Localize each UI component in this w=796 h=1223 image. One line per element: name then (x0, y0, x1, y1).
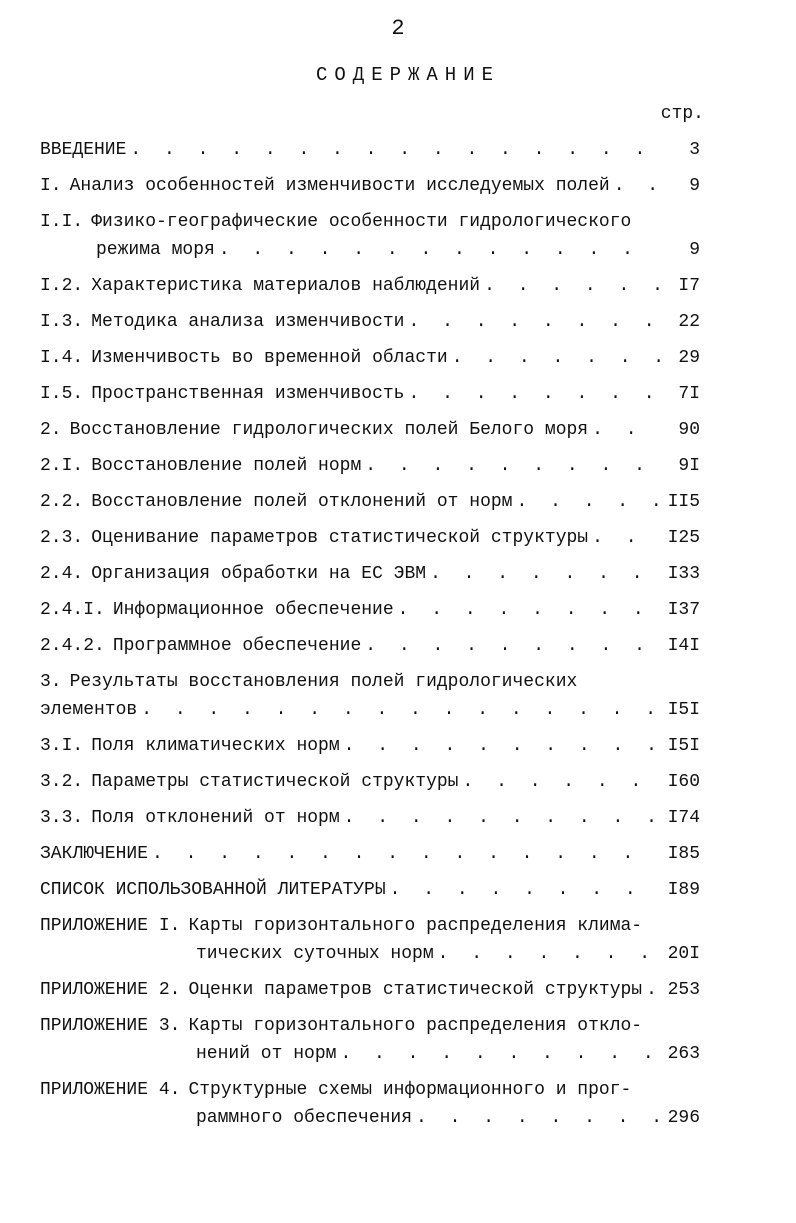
dot-leader (365, 632, 660, 660)
toc-entry (40, 804, 700, 832)
dot-leader (416, 1104, 660, 1132)
toc-entry-title: СПИСОК ИСПОЛЬЗОВАННОЙ ЛИТЕРАТУРЫ (40, 880, 386, 900)
toc-entry-title: Поля климатических норм (91, 736, 340, 756)
toc-entry-title: ЗАКЛЮЧЕНИЕ (40, 844, 149, 864)
toc-entry-number: I.5. (40, 384, 84, 404)
toc-entry-page: 90 (678, 420, 700, 440)
toc-entry-page: 3 (689, 140, 700, 160)
toc-entry-number: ПРИЛОЖЕНИЕ I. (40, 916, 181, 936)
toc-entry-title: тических суточных норм (196, 944, 434, 964)
toc-entry-title: режима моря (96, 240, 215, 260)
toc-entry-page: 253 (667, 980, 700, 1000)
toc-entry-title: Оценки параметров статистической структуры (188, 980, 643, 1000)
toc-entry-title: Восстановление полей отклонений от норм (91, 492, 513, 512)
toc-entry-number: 2.4. (40, 564, 84, 584)
toc-entry-title: ВВЕДЕНИЕ (40, 140, 127, 160)
toc-entry-page: I7 (678, 276, 700, 296)
toc-entry-title: Восстановление гидрологических полей Белого моря (69, 420, 589, 440)
toc-entry-page: I37 (667, 600, 700, 620)
toc-entry-page: 20I (667, 944, 700, 964)
dot-leader (462, 768, 660, 796)
dot-leader (344, 804, 660, 832)
dot-leader (646, 976, 660, 1004)
dot-leader (219, 236, 660, 264)
toc-entry-title-line: Структурные схемы информационного и прог- (188, 1080, 632, 1100)
toc-entry-title: Параметры статистической структуры (91, 772, 459, 792)
toc-entry-page: 9I (678, 456, 700, 476)
toc-entry (40, 840, 700, 868)
toc-entry (40, 416, 700, 444)
toc-entry-number: I. (40, 176, 62, 196)
toc-entry (40, 344, 700, 372)
dot-leader (614, 172, 660, 200)
toc-entry-page: 29 (678, 348, 700, 368)
toc-entry (40, 876, 700, 904)
dot-leader (398, 596, 660, 624)
toc-entry (40, 452, 700, 480)
dot-leader (592, 416, 660, 444)
toc-entry (40, 912, 700, 968)
toc-entry-title: Восстановление полей норм (91, 456, 362, 476)
toc-entry (40, 308, 700, 336)
toc-entry-page: I5I (667, 736, 700, 756)
toc-entry-number: I.4. (40, 348, 84, 368)
toc-entry-page: I74 (667, 808, 700, 828)
toc-entry-number: I.2. (40, 276, 84, 296)
dot-leader (484, 272, 660, 300)
dot-leader (365, 452, 660, 480)
dot-leader (340, 1040, 660, 1068)
dot-leader (517, 488, 661, 516)
toc-entry-title-line: Карты горизонтального распределения клима- (188, 916, 643, 936)
toc-entry-title: Изменчивость во временной области (91, 348, 448, 368)
toc-entry-title: элементов (40, 700, 138, 720)
toc-entry (40, 668, 700, 724)
toc-entry (40, 632, 700, 660)
dot-leader (390, 876, 660, 904)
toc-entry-number: 3.3. (40, 808, 84, 828)
page-number: 2 (391, 16, 405, 41)
toc-entry-title-line: Карты горизонтального распределения откло- (188, 1016, 643, 1036)
toc-entry (40, 208, 700, 264)
toc-entry (40, 524, 700, 552)
dot-leader (344, 732, 660, 760)
dot-leader (408, 308, 660, 336)
toc-entry-title: Информационное обеспечение (112, 600, 394, 620)
page-column-label: стр. (660, 104, 704, 124)
toc-entry-page: I25 (667, 528, 700, 548)
toc-entry-number: 2.I. (40, 456, 84, 476)
toc-entry-number: I.3. (40, 312, 84, 332)
toc-entry-number: 2. (40, 420, 62, 440)
dot-leader (141, 696, 660, 724)
toc-entry (40, 1012, 700, 1068)
toc-entry (40, 272, 700, 300)
toc-entry-page: I60 (667, 772, 700, 792)
toc-entry-number: ПРИЛОЖЕНИЕ 2. (40, 980, 181, 1000)
toc-entry-page: I4I (667, 636, 700, 656)
toc-entry-page: 9 (689, 240, 700, 260)
toc-entry-page: I33 (667, 564, 700, 584)
toc-entry-page: II5 (667, 492, 700, 512)
toc-entry (40, 172, 700, 200)
toc-entry-number: 2.2. (40, 492, 84, 512)
toc-entry-number: ПРИЛОЖЕНИЕ 4. (40, 1080, 181, 1100)
toc-entry-page: 9 (689, 176, 700, 196)
toc-entry-page: 7I (678, 384, 700, 404)
toc-entry (40, 768, 700, 796)
dot-leader (438, 940, 660, 968)
toc-entry (40, 732, 700, 760)
toc-entry (40, 976, 700, 1004)
dot-leader (130, 136, 660, 164)
toc-entry-title: Характеристика материалов наблюдений (91, 276, 481, 296)
toc-entry-number: 3.2. (40, 772, 84, 792)
toc-entry-number: 2.4.2. (40, 636, 105, 656)
dot-leader (152, 840, 660, 868)
dot-leader (452, 344, 660, 372)
toc-entry (40, 1076, 700, 1132)
toc-entry-number: ПРИЛОЖЕНИЕ 3. (40, 1016, 181, 1036)
toc-entry-page: 263 (667, 1044, 700, 1064)
toc-entry-title-line: Результаты восстановления полей гидрологических (69, 672, 578, 692)
dot-leader (430, 560, 660, 588)
toc-entry-title: Оценивание параметров статистической структуры (91, 528, 589, 548)
toc-entry-page: I5I (667, 700, 700, 720)
toc-entry-page: I89 (667, 880, 700, 900)
toc-entry-title: Методика анализа изменчивости (91, 312, 405, 332)
toc-entry (40, 560, 700, 588)
toc-entry-page: 296 (667, 1108, 700, 1128)
toc-entry-number: 2.3. (40, 528, 84, 548)
table-of-contents (40, 136, 700, 1140)
contents-title: СОДЕРЖАНИЕ (315, 64, 501, 86)
toc-entry-title: Поля отклонений от норм (91, 808, 340, 828)
toc-entry-title: нений от норм (196, 1044, 337, 1064)
toc-entry-title: раммного обеспечения (196, 1108, 413, 1128)
toc-entry-number: I.I. (40, 212, 84, 232)
toc-entry-title: Пространственная изменчивость (91, 384, 405, 404)
toc-entry-number: 3. (40, 672, 62, 692)
toc-entry (40, 596, 700, 624)
toc-entry (40, 136, 700, 164)
toc-entry-title: Анализ особенностей изменчивости исследуемых полей (69, 176, 610, 196)
toc-entry (40, 380, 700, 408)
toc-entry-number: 3.I. (40, 736, 84, 756)
dot-leader (592, 524, 660, 552)
toc-entry-page: 22 (678, 312, 700, 332)
toc-entry-page: I85 (667, 844, 700, 864)
toc-entry (40, 488, 700, 516)
toc-entry-title: Организация обработки на ЕС ЭВМ (91, 564, 427, 584)
toc-entry-title: Программное обеспечение (112, 636, 362, 656)
toc-entry-title-line: Физико-географические особенности гидрологического (91, 212, 632, 232)
dot-leader (408, 380, 660, 408)
toc-entry-number: 2.4.I. (40, 600, 105, 620)
